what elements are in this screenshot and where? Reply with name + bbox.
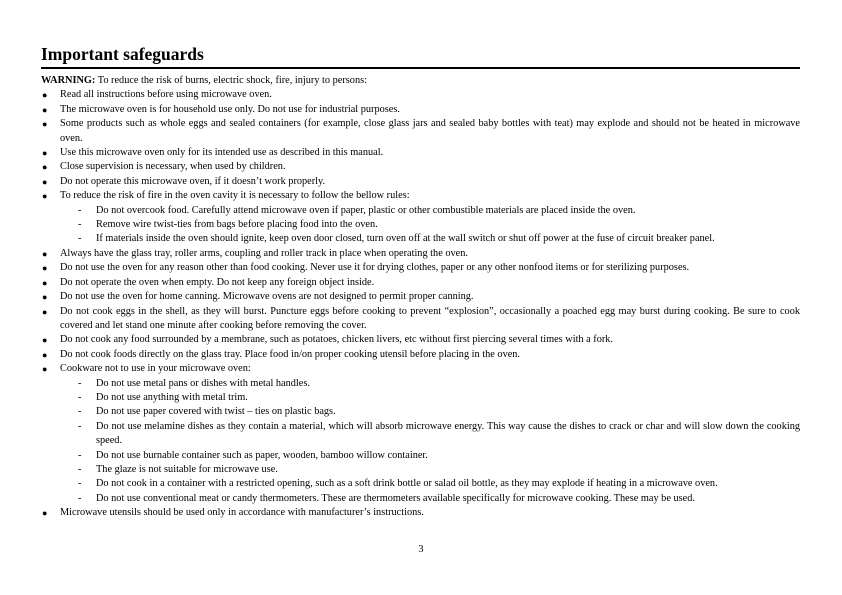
sub-list-item-text: Do not use paper covered with twist – ties on plastic bags. — [96, 406, 336, 418]
sub-list-item-text: The glaze is not suitable for microwave use. — [96, 463, 278, 475]
sub-list-item-text: If materials inside the oven should ignite, keep oven door closed, turn oven off at the wall switch or shut off power at the fuse of circuit breaker panel. — [96, 233, 715, 245]
list-item — [41, 189, 800, 247]
safeguards-list — [41, 88, 800, 520]
list-item-text: Do not operate the oven when empty. Do not keep any foreign object inside. — [60, 276, 375, 288]
list-item-text: Do not use the oven for any reason other than food cooking. Never use it for drying clothes, paper or any other nonfood items or for sterilizing purposes. — [60, 262, 690, 274]
dash-marker: - — [78, 463, 82, 475]
sub-list-item — [60, 449, 800, 463]
bullet-icon: ● — [42, 263, 48, 274]
list-item-text: Use this microwave oven only for its intended use as described in this manual. — [60, 147, 384, 159]
bullet-icon: ● — [42, 104, 48, 115]
bullet-icon: ● — [42, 248, 48, 259]
warning-line — [41, 74, 800, 88]
list-item-text: The microwave oven is for household use only. Do not use for industrial purposes. — [60, 103, 400, 115]
list-item — [41, 305, 800, 334]
dash-marker: - — [78, 420, 82, 432]
sub-list-item — [60, 405, 800, 419]
dash-marker: - — [78, 233, 82, 245]
bullet-icon: ● — [42, 148, 48, 159]
bullet-icon: ● — [42, 364, 48, 375]
dash-marker: - — [78, 219, 82, 231]
sub-list-item — [60, 377, 800, 391]
page-title: Important safeguards — [41, 44, 204, 64]
bullet-icon: ● — [42, 292, 48, 303]
title-rule — [41, 67, 800, 69]
dash-marker: - — [78, 204, 82, 216]
list-item — [41, 88, 800, 102]
sub-list-item-text: Do not use metal pans or dishes with metal handles. — [96, 377, 310, 389]
list-item-text: Do not cook eggs in the shell, as they will burst. Puncture eggs before cooking to prevent “explosion”, occasionally a poached egg may burst during cooking. Be sure to cook covered and let stand one minute after cooking before removing the cover. — [60, 305, 800, 331]
list-item-text: Do not operate this microwave oven, if it doesn’t work properly. — [60, 175, 326, 187]
dash-marker: - — [78, 391, 82, 403]
sub-list-item-text: Do not use melamine dishes as they contain a material, which will absorb microwave energy. This way cause the dishes to crack or char and will slow down the cooking speed. — [96, 420, 800, 447]
list-item — [41, 261, 800, 275]
sub-list-item-text: Do not use burnable container such as paper, wooden, bamboo willow container. — [96, 449, 428, 461]
list-item-text: To reduce the risk of fire in the oven cavity it is necessary to follow the bellow rules: — [60, 190, 410, 202]
dash-marker: - — [78, 449, 82, 461]
sub-list-item — [60, 391, 800, 405]
list-item — [41, 362, 800, 506]
sub-list-item — [60, 477, 800, 491]
sub-list-item — [60, 420, 800, 449]
bullet-icon: ● — [42, 277, 48, 288]
list-item — [41, 117, 800, 146]
sub-list-item — [60, 492, 800, 506]
dash-marker: - — [78, 492, 82, 504]
sub-list — [60, 204, 800, 247]
list-item-text: Close supervision is necessary, when used by children. — [60, 161, 286, 173]
bullet-icon: ● — [42, 306, 48, 317]
sub-list-item-text: Do not cook in a container with a restricted opening, such as a soft drink bottle or salad oil bottle, as they may explode if heating in a microwave oven. — [96, 478, 718, 490]
sub-list-item — [60, 463, 800, 477]
sub-list-item-text: Remove wire twist-ties from bags before placing food into the oven. — [96, 219, 378, 231]
dash-marker: - — [78, 478, 82, 490]
page-number: 3 — [418, 544, 424, 555]
sub-list — [60, 377, 800, 507]
sub-list-item — [60, 232, 800, 246]
list-item — [41, 290, 800, 304]
list-item-text: Do not use the oven for home canning. Microwave ovens are not designed to permit proper canning. — [60, 291, 474, 303]
sub-list-item — [60, 218, 800, 232]
list-item — [41, 175, 800, 189]
bullet-icon: ● — [42, 335, 48, 346]
bullet-icon: ● — [42, 119, 48, 130]
warning-label: WARNING: — [41, 75, 96, 86]
list-item-text: Cookware not to use in your microwave oven: — [60, 363, 251, 375]
list-item — [41, 160, 800, 174]
list-item-text: Microwave utensils should be used only in accordance with manufacturer’s instructions. — [60, 507, 424, 519]
list-item — [41, 506, 800, 520]
bullet-icon: ● — [42, 191, 48, 202]
list-item — [41, 333, 800, 347]
document-page — [41, 43, 800, 521]
bullet-icon: ● — [42, 508, 48, 519]
list-item-text: Do not cook any food surrounded by a membrane, such as potatoes, chicken livers, etc without first piercing several times with a fork. — [60, 334, 614, 346]
list-item — [41, 103, 800, 117]
bullet-icon: ● — [42, 349, 48, 360]
dash-marker: - — [78, 377, 82, 389]
list-item-text: Do not cook foods directly on the glass tray. Place food in/on proper cooking utensil before placing in the oven. — [60, 348, 521, 360]
list-item-text: Read all instructions before using microwave oven. — [60, 89, 272, 101]
sub-list-item-text: Do not overcook food. Carefully attend microwave oven if paper, plastic or other combustible materials are placed inside the oven. — [96, 204, 636, 216]
warning-text: To reduce the risk of burns, electric shock, fire, injury to persons: — [95, 75, 367, 86]
list-item — [41, 276, 800, 290]
bullet-icon: ● — [42, 90, 48, 101]
sub-list-item-text: Do not use conventional meat or candy thermometers. These are thermometers available specifically for microwave cooking. These may be used. — [96, 492, 695, 504]
list-item — [41, 247, 800, 261]
list-item — [41, 348, 800, 362]
list-item-text: Always have the glass tray, roller arms, coupling and roller track in place when operating the oven. — [60, 247, 468, 259]
sub-list-item-text: Do not use anything with metal trim. — [96, 391, 248, 403]
sub-list-item — [60, 204, 800, 218]
bullet-icon: ● — [42, 176, 48, 187]
bullet-icon: ● — [42, 162, 48, 173]
dash-marker: - — [78, 406, 82, 418]
list-item — [41, 146, 800, 160]
list-item-text: Some products such as whole eggs and sealed containers (for example, close glass jars and sealed baby bottles with teat) may explode and should not be heated in microwave oven. — [60, 118, 800, 144]
